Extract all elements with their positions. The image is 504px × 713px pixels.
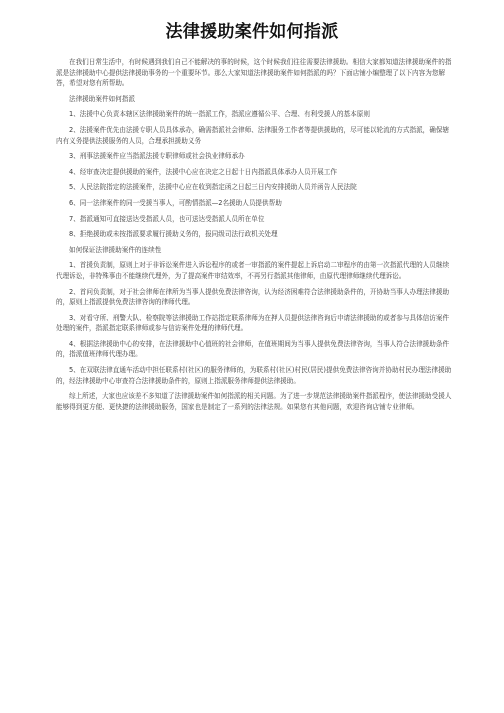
list-item: 5、人民法院指定的法援案件，法援中心应在收到指定函之日起三日内安排援助人员并函告人民法院	[69, 183, 357, 192]
list-item: 1、首援负责制，原则上对于非诉讼案件进入诉讼程序的或者一审指派的案件提起上诉启动二审程序的由第一次指派代理的人员继续代理诉讼，非特殊事由不能继续代理外，为了提高案件审结效率，不再另行指派其他律师，由原代理律师继续代理诉讼。	[56, 261, 450, 280]
list-item: 7、指派通知可直接送达受指派人员，也可送达受指派人员所在单位	[69, 214, 265, 223]
list-item: 1、法援中心负责本辖区法律援助案件的统一指派工作，指派应遵循公平、合理、有利受援人的基本原则	[69, 110, 370, 119]
list-item: 6、同一法律案件的同一受援当事人，可酌情指派—2名援助人员提供帮助	[69, 198, 282, 207]
section-heading: 如何保证法律援助案件的连续性	[69, 245, 162, 254]
section-heading: 法律援助案件如何指派	[69, 94, 135, 103]
page-title: 法律援助案件如何指派	[165, 22, 339, 42]
intro-paragraph: 在我们日常生活中，有时候遇到我们自己不能解决的事的时候，这个时候我们往往需要法律援助。相信大家都知道法律援助案件的指派是法律援助中心提供法律援助事务的一个重要环节。那么大家知道法律援助案件如何指派的吗？下面店铺小编整理了以下内容为您解答，希望对您有所帮助。	[56, 58, 452, 88]
list-item: 4、经审查决定提供援助的案件，法援中心应在决定之日起十日内指派具体承办人员开展工作	[69, 167, 337, 176]
list-item: 8、拒绝援助或未按指派要求履行援助义务的，报同级司法行政机关处理	[69, 230, 278, 239]
list-item: 3、对看守所、刑警大队、检察院等法律援助工作站指定联系律师为在押人员提供法律咨询后申请法律援助的或者参与具体信访案件处理的案件，指派指定联系律师或参与信访案件处理的律师代理。	[56, 313, 450, 333]
conclusion-paragraph: 综上所述，大家也应该差不多知道了法律援助案件如何指派的相关问题。为了进一步规范法律援助案件指派程序，使法律援助受援人能够得到更方便、更快捷的法律援助服务，国家也是制定了一系列的法律法规。如果您有其他问题，欢迎咨询店铺专业律师。	[56, 392, 452, 411]
list-item: 3、刑事法援案件应当指派法援专职律师或社会执业律师承办	[69, 152, 245, 161]
list-item: 2、法援案件优先由法援专职人员具体承办，确需指派社会律师、法律服务工作者等提供援助的，尽可能以轮流的方式指派，确保辖内有义务提供法援服务的人员，合理承担援助义务	[56, 125, 450, 145]
article-body	[56, 57, 454, 412]
list-item: 2、首问负责制，对于社会律师在律所为当事人提供免费法律咨询，认为经济困难符合法律援助条件的，开协助当事人办理法律援助的，原则上指派提供免费法律咨询的律师代理。	[56, 287, 450, 307]
list-item: 5、在双联法律直通车活动中担任联系村(社区)的服务律师的，为联系村(社区)村民(居民)提供免费法律咨询并协助村民办理法律援助的，经法律援助中心审查符合法律援助条件的，原则上指派服务律师提供法律援助。	[56, 366, 452, 385]
list-item: 4、根据法律援助中心的安排，在法律援助中心值班的社会律师，在值班期间为当事人提供免费法律咨询，当事人符合法律援助条件的，指派值班律师代理办理。	[56, 339, 450, 359]
